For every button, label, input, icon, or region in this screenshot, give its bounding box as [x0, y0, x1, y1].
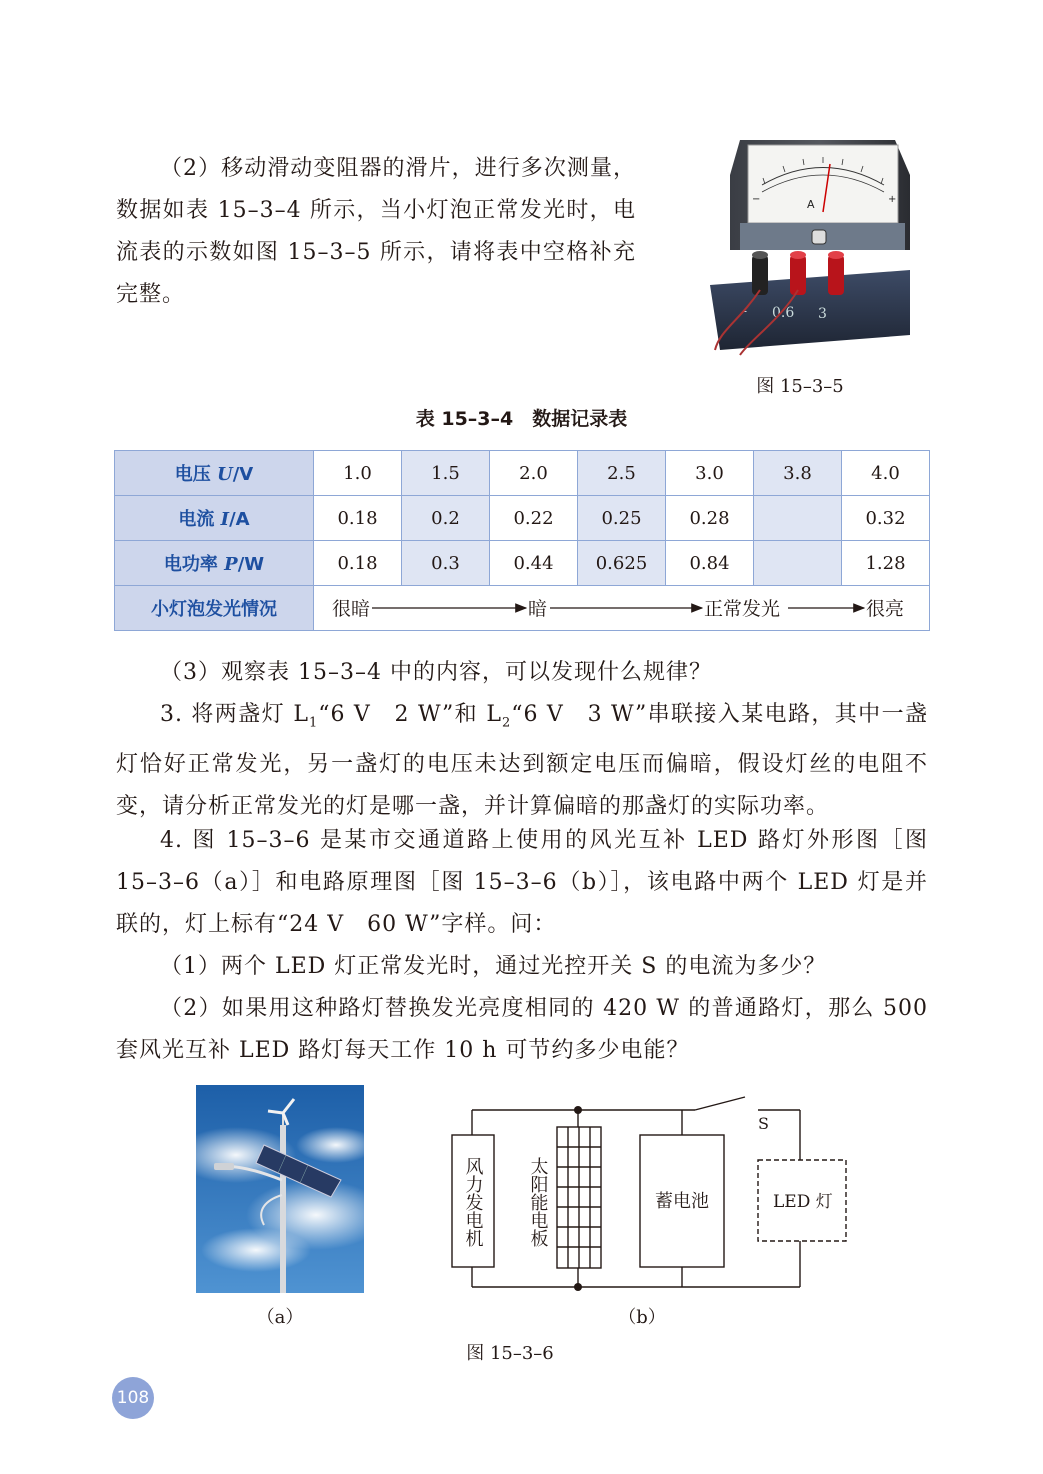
row-header-voltage: 电压 U/V — [115, 451, 314, 496]
terminal-neg-label: - — [743, 304, 748, 318]
table-cell: 0.625 — [578, 541, 666, 586]
table-row-glow — [115, 586, 930, 631]
ammeter-figure — [710, 140, 910, 360]
ammeter-unit-label: A — [807, 198, 815, 211]
glow-state-very-dim: 很暗 — [332, 598, 371, 620]
table-cell: 3.0 — [666, 451, 754, 496]
q3-observe: （3）观察表 15–3–4 中的内容，可以发现什么规律？ — [160, 660, 712, 685]
terminal-06-label: 0.6 — [772, 305, 795, 321]
terminal-3-label: 3 — [818, 306, 827, 322]
glow-arrows — [314, 586, 930, 630]
glow-state-normal: 正常发光 — [704, 598, 781, 620]
table-cell: 1.28 — [842, 541, 930, 586]
question-4-part-1: （1）两个 LED 灯正常发光时，通过光控开关 S 的电流为多少？ — [160, 954, 827, 979]
circuit-diagram — [440, 1095, 860, 1305]
table-cell: 0.18 — [314, 541, 402, 586]
figure-b-label: （b） — [618, 1307, 666, 1328]
ammeter-caption: 图 15–3–5 — [756, 376, 844, 397]
table-cell: 0.28 — [666, 496, 754, 541]
table-cell: 2.5 — [578, 451, 666, 496]
table-cell: 0.18 — [314, 496, 402, 541]
table-cell: 0.2 — [402, 496, 490, 541]
svg-text:+: + — [888, 194, 897, 205]
table-cell: 0.84 — [666, 541, 754, 586]
row-header-current: 电流 I/A — [115, 496, 314, 541]
street-light-photo — [196, 1085, 364, 1293]
table-cell: 0.22 — [490, 496, 578, 541]
table-cell: 0.32 — [842, 496, 930, 541]
data-record-table — [114, 450, 930, 631]
table-cell: 1.5 — [402, 451, 490, 496]
row-header-power: 电功率 P/W — [115, 541, 314, 586]
page-number: 108 — [112, 1377, 154, 1419]
table-cell: 1.0 — [314, 451, 402, 496]
led-label: LED 灯 — [773, 1192, 833, 1212]
table-cell: 4.0 — [842, 451, 930, 496]
switch-label: S — [758, 1114, 769, 1133]
glow-state-very-bright: 很亮 — [866, 598, 905, 620]
table-row-power — [115, 541, 930, 586]
table-title: 表 15–3–4 数据记录表 — [415, 408, 628, 430]
table-cell: 0.3 — [402, 541, 490, 586]
table-cell: 0.25 — [578, 496, 666, 541]
question-4-part-2: （2）如果用这种路灯替换发光亮度相同的 420 W 的普通路灯，那么 500 套风光互补 LED 路灯每天工作 10 h 可节约多少电能？ — [116, 996, 928, 1063]
row-header-glow: 小灯泡发光情况 — [115, 586, 314, 631]
switch-s — [695, 1097, 745, 1110]
glow-state-dim: 暗 — [528, 598, 548, 620]
intro-paragraph: （2）移动滑动变阻器的滑片，进行多次测量，数据如表 15–3–4 所示，当小灯泡正常发光时，电流表的示数如图 15–3–5 所示，请将表中空格补充完整。 — [116, 156, 636, 307]
glow-progression — [314, 586, 930, 631]
terminal-posts — [752, 251, 844, 295]
table-row-voltage — [115, 451, 930, 496]
table-cell-blank — [754, 541, 842, 586]
question-3: 3. 将两盏灯 $L_1“6$ V 2 W”和 $L_2“6$ V 3 W”串联接入某电路，其中一盏灯恰好正常发光，另一盏灯的电压未达到额定电压而偏暗，假设灯丝的电阻不变，请分析正常发光的灯是哪一盏，并计算偏暗的那盏灯的实际功率。 — [116, 702, 928, 820]
figure-6-caption: 图 15–3–6 — [466, 1343, 554, 1364]
table-row-current — [115, 496, 930, 541]
battery-label: 蓄电池 — [655, 1191, 709, 1212]
table-cell: 0.44 — [490, 541, 578, 586]
svg-text:−: − — [752, 194, 761, 205]
table-cell: 2.0 — [490, 451, 578, 496]
generator-label: 风力发电机 — [462, 1157, 484, 1247]
figure-a-label: （a） — [256, 1307, 304, 1328]
question-4: 4. 图 15–3–6 是某市交通道路上使用的风光互补 LED 路灯外形图［图 15–3–6（a）］和电路原理图［图 15–3–6（b）］，该电路中两个 LED 灯是并联的，灯上标有“24 V 60 W”字样。问： — [116, 828, 928, 937]
table-cell-blank — [754, 496, 842, 541]
solar-panel-label: 太阳能电板 — [527, 1157, 549, 1247]
table-cell: 3.8 — [754, 451, 842, 496]
